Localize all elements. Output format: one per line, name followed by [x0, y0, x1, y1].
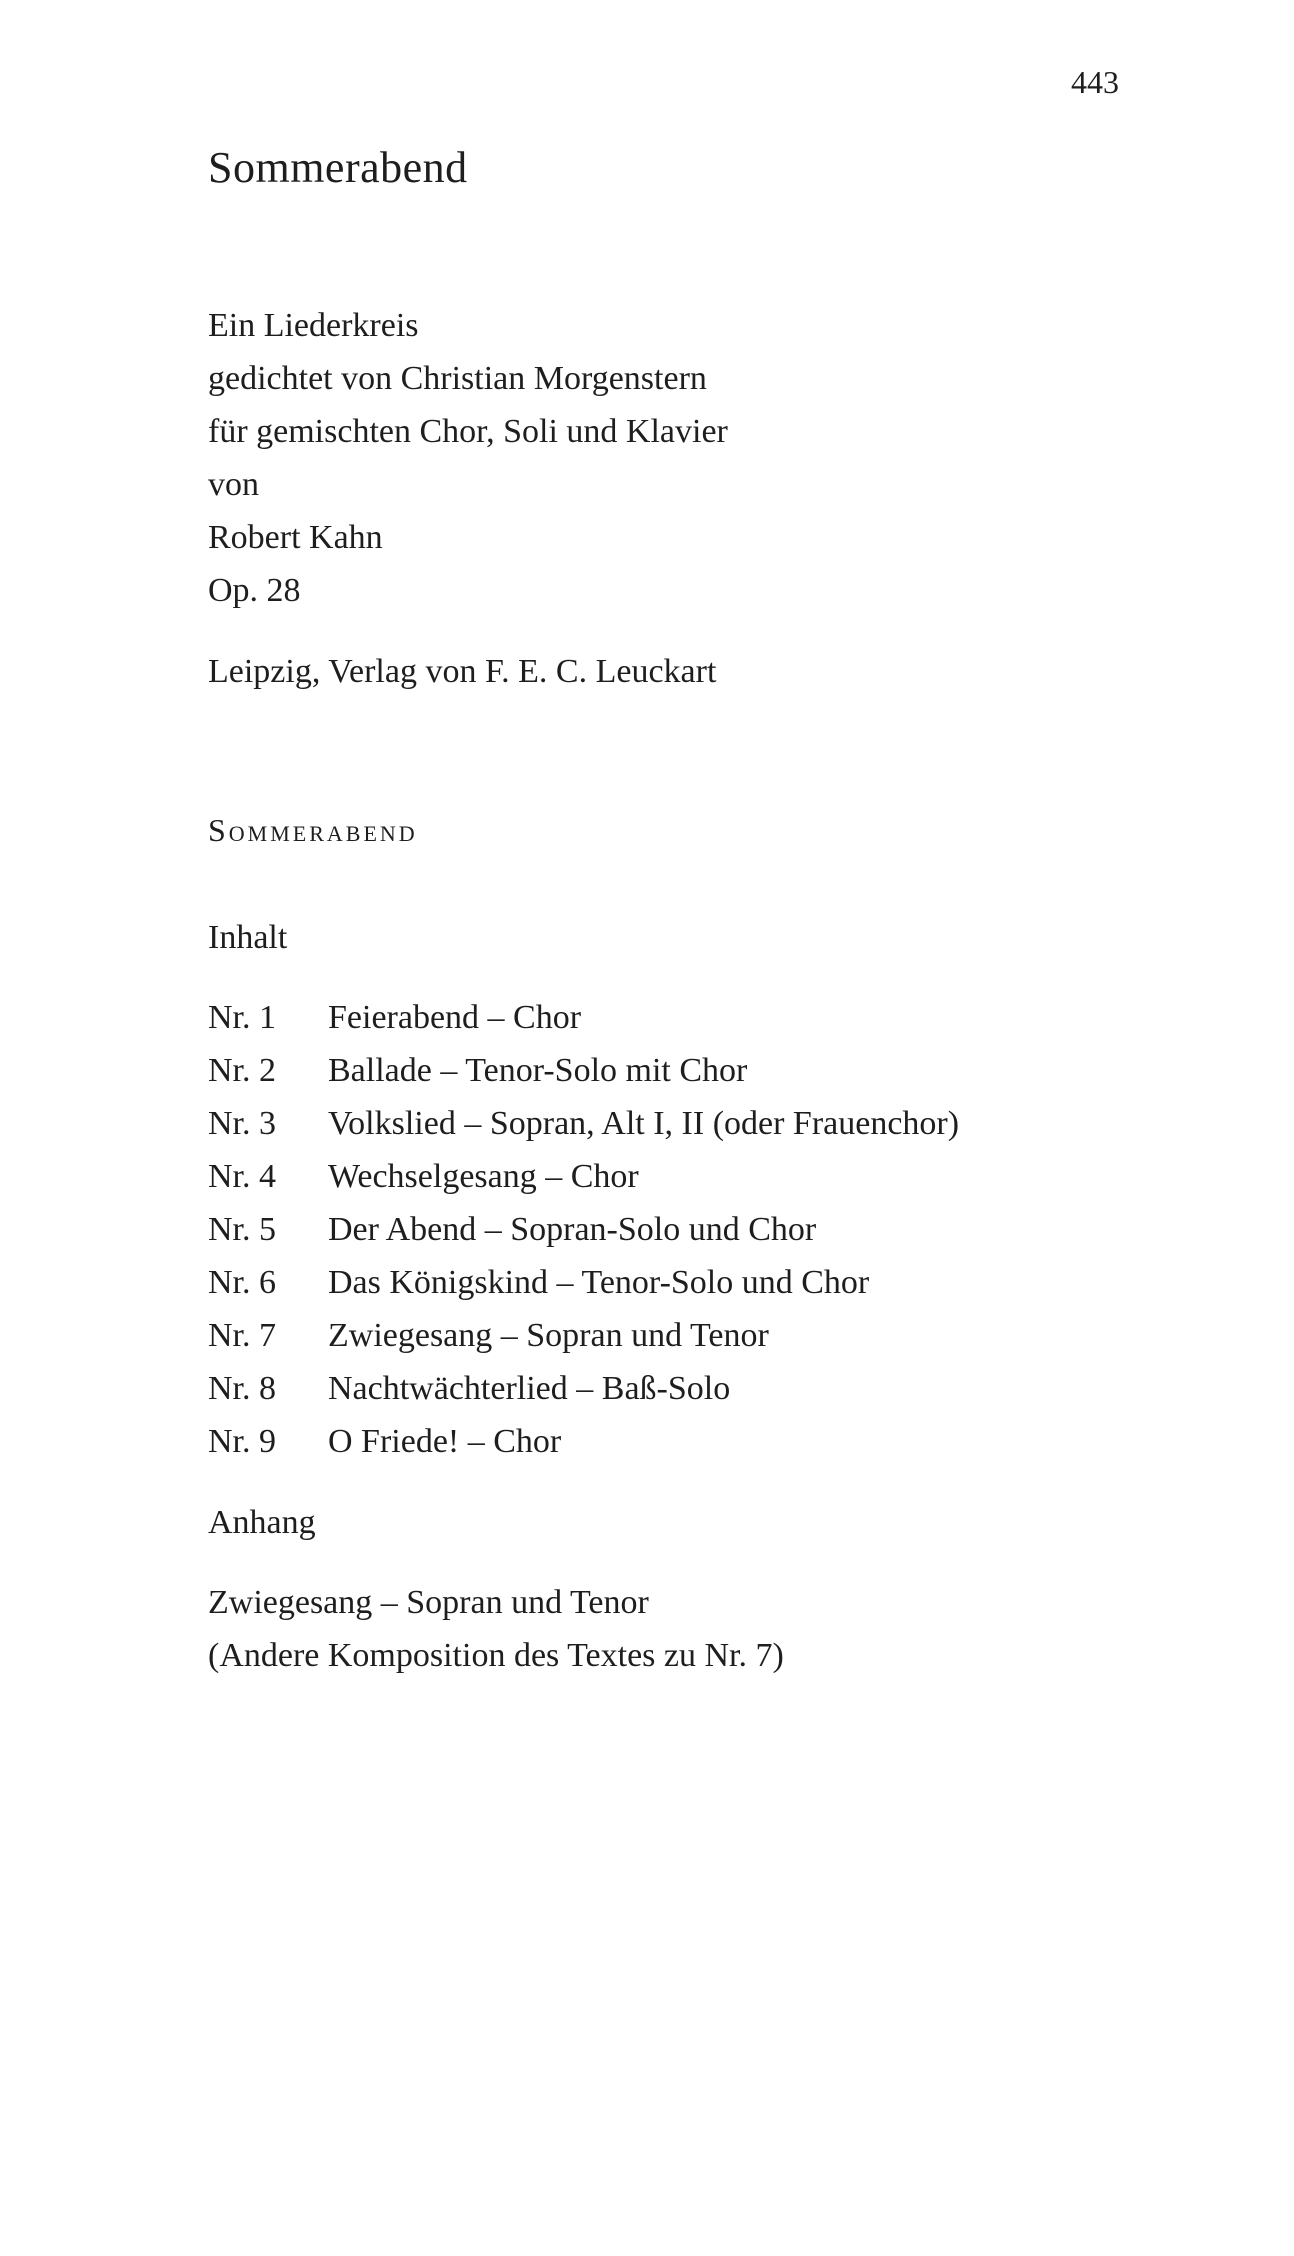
appendix-line: Zwiegesang – Sopran und Tenor [208, 1584, 649, 1621]
contents-item [208, 1415, 959, 1468]
intro-line: gedichtet von Christian Morgenstern [208, 360, 707, 397]
intro-block [208, 299, 728, 617]
intro-line: Op. 28 [208, 572, 301, 609]
intro-line: Ein Liederkreis [208, 307, 419, 344]
contents-item [208, 1309, 959, 1362]
appendix-line: (Andere Komposition des Textes zu Nr. 7) [208, 1637, 784, 1674]
item-number: Nr. 9 [208, 1423, 276, 1460]
contents-item [208, 1097, 959, 1150]
section-title: Sommerabend [208, 812, 418, 848]
item-number: Nr. 4 [208, 1158, 276, 1195]
item-number: Nr. 3 [208, 1105, 276, 1142]
publisher: Leipzig, Verlag von F. E. C. Leuckart [208, 653, 717, 690]
appendix-block [208, 1576, 784, 1682]
contents-item [208, 1362, 959, 1415]
item-title: Wechselgesang – Chor [328, 1158, 639, 1195]
appendix-heading: Anhang [208, 1504, 316, 1541]
intro-line: für gemischten Chor, Soli und Klavier [208, 413, 728, 450]
item-title: Zwiegesang – Sopran und Tenor [328, 1317, 769, 1354]
contents-item [208, 1044, 959, 1097]
item-number: Nr. 8 [208, 1370, 276, 1407]
intro-line: Robert Kahn [208, 519, 383, 556]
item-number: Nr. 7 [208, 1317, 276, 1354]
item-number: Nr. 1 [208, 999, 276, 1036]
contents-item [208, 1256, 959, 1309]
item-title: Feierabend – Chor [328, 999, 582, 1036]
item-number: Nr. 6 [208, 1264, 276, 1301]
contents-item [208, 991, 959, 1044]
contents-item [208, 1150, 959, 1203]
contents-item [208, 1203, 959, 1256]
intro-line: von [208, 466, 259, 503]
contents-list [208, 991, 959, 1468]
item-number: Nr. 5 [208, 1211, 276, 1248]
item-title: Das Königskind – Tenor-Solo und Chor [328, 1264, 870, 1301]
item-title: O Friede! – Chor [328, 1423, 562, 1460]
contents-heading: Inhalt [208, 919, 288, 956]
page-title: Sommerabend [208, 143, 468, 192]
item-number: Nr. 2 [208, 1052, 276, 1089]
item-title: Volkslied – Sopran, Alt I, II (oder Frauenchor) [328, 1105, 960, 1142]
item-title: Der Abend – Sopran-Solo und Chor [328, 1211, 817, 1248]
page-number: 443 [1071, 64, 1119, 100]
item-title: Nachtwächterlied – Baß-Solo [328, 1370, 731, 1407]
item-title: Ballade – Tenor-Solo mit Chor [328, 1052, 748, 1089]
